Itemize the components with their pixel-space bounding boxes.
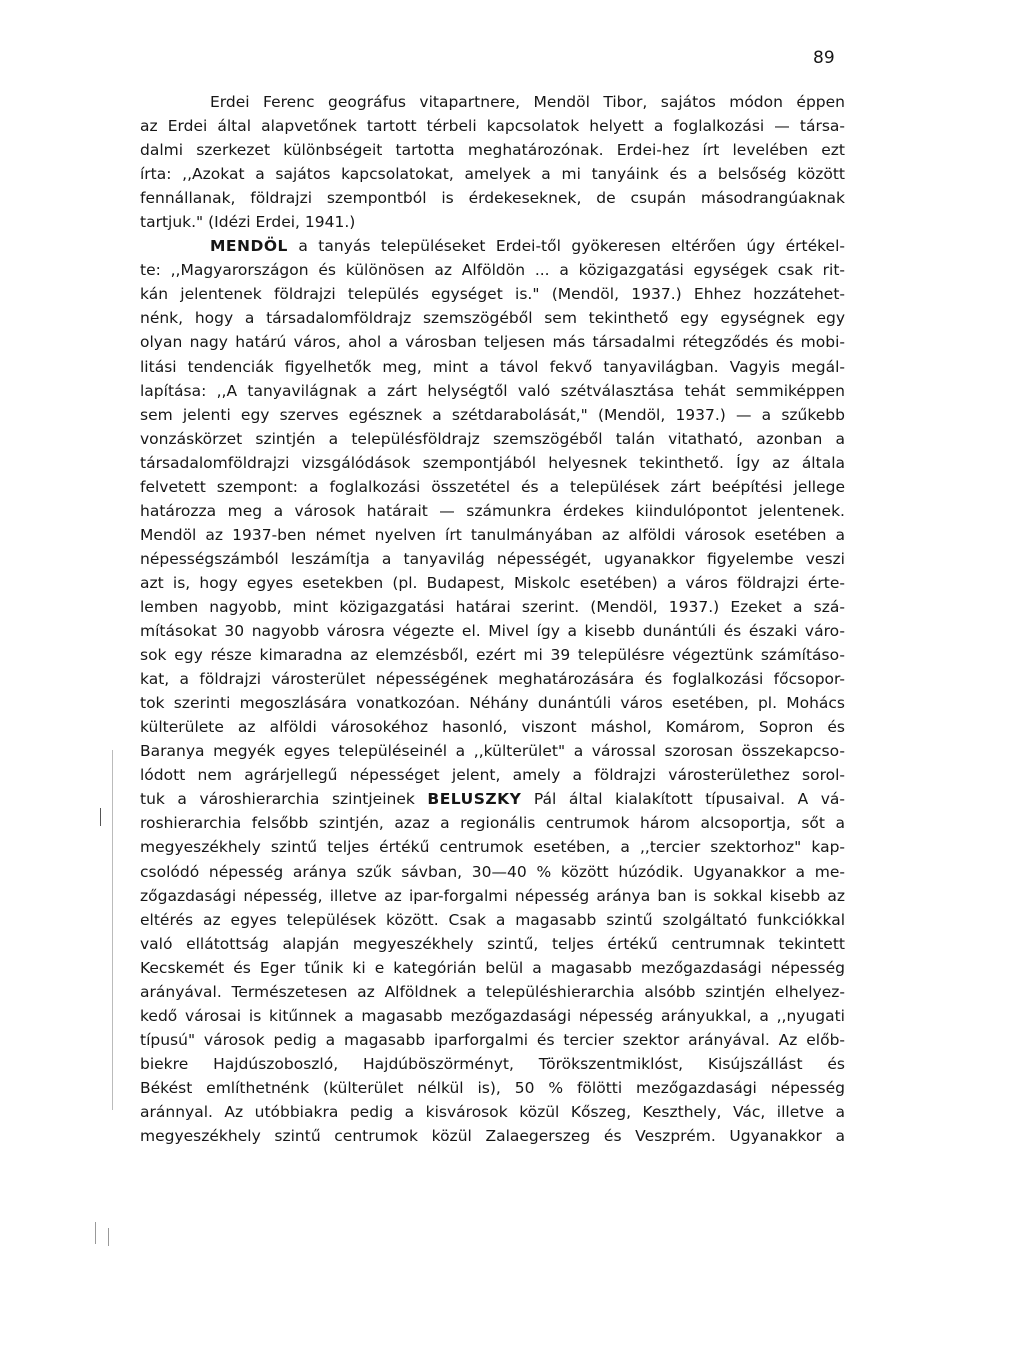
- text-line: Békést említhetnénk (külterület nélkül is), 50 % fölötti mezőgazdasági népesség: [140, 1078, 845, 1097]
- text-line: olyan nagy határú város, ahol a városban teljesen más társadalmi rétegződés és mobi-: [140, 333, 845, 352]
- text-line: litási tendenciák figyelhetők meg, mint a távol fekvő tanyavilágban. Vagyis megál-: [140, 357, 845, 376]
- text-line: külterülete az alföldi városokéhoz hasonló, viszont máshol, Komárom, Sopron és: [140, 718, 845, 737]
- text-line: felvetett szempont: a foglalkozási összetétel és a települések zárt beépítési jellege: [140, 477, 845, 496]
- text-line: lemben nagyobb, mint közigazgatási határai szerint. (Mendöl, 1937.) Ezeket a szá-: [140, 597, 845, 616]
- text-line: tartjuk." (Idézi Erdei, 1941.): [140, 213, 356, 232]
- author-name-beluszky: BELUSZKY: [427, 790, 522, 809]
- text-line: megyeszékhely szintű centrumok közül Zalaegerszeg és Veszprém. Ugyanakkor a: [140, 1127, 845, 1146]
- text-line: írta: ,,Azokat a sajátos kapcsolatokat, amelyek a mi tanyáink és a belsőség között: [140, 165, 845, 184]
- text-line: Erdei Ferenc geográfus vitapartnere, Mendöl Tibor, sajátos módon éppen: [210, 93, 845, 111]
- margin-line: [95, 1222, 96, 1244]
- text-line: népességszámból leszámítja a tanyavilág népességét, ugyanakkor figyelembe veszi: [140, 549, 845, 568]
- text-line: tok szerinti megoszlására vonatkozóan. Néhány dunántúli város esetében, pl. Mohács: [140, 694, 845, 713]
- text-line: Baranya megyék egyes településeinél a ,,külterület" a várossal szorosan összekapcso-: [140, 742, 845, 761]
- text-fragment: Pál által kialakított típusaival. A vá-: [521, 790, 845, 809]
- page-number: 89: [813, 48, 835, 68]
- text-line: az Erdei által alapvetőnek tartott térbeli kapcsolatok helyett a foglalkozási — társa-: [140, 117, 845, 136]
- text-line: megyeszékhely szintű teljes értékű centrumok esetében, a ,,tercier szektorhoz" kap-: [140, 838, 845, 857]
- text-line: mításokat 30 nagyobb városra végezte el. Mivel így a kisebb dunántúli és északi váro-: [140, 622, 845, 641]
- text-fragment: tuk a városhierarchia szintjeinek: [140, 790, 428, 809]
- text-line: biekre Hajdúszoboszló, Hajdúböszörményt, Törökszentmiklóst, Kisújszállást és: [140, 1054, 845, 1073]
- text-line: [140, 787, 845, 811]
- text-line: arányával. Természetesen az Alföldnek a településhierarchia alsóbb szintjén elhelyez-: [140, 982, 845, 1001]
- text-line: nénk, hogy a társadalomföldrajz szemszögéből sem tekinthető egy egységnek egy: [140, 309, 845, 328]
- margin-line: [112, 750, 113, 1110]
- text-line: határozza meg a városok határait — számunkra érdekes kiindulópontot jelentenek.: [140, 501, 845, 520]
- text-line: vonzáskörzet szintjén a településföldrajz szemszögéből talán vitatható, azonban a: [140, 429, 845, 448]
- text-line: való ellátottság alapján megyeszékhely szintű, teljes értékű centrumnak tekintett: [140, 934, 845, 953]
- text-line: zőgazdasági népesség, illetve az ipar-forgalmi népesség aránya ban is sokkal kisebb az: [140, 886, 845, 905]
- text-fragment: a tanyás településeket Erdei-től gyökeresen eltérően úgy értékel-: [287, 237, 845, 256]
- text-line: sem jelenti egy szerves egésznek a szétdarabolását," (Mendöl, 1937.) — a szűkebb: [140, 405, 845, 424]
- text-line: sok egy része kimaradna az elemzésből, ezért mi 39 településre végeztünk számításo-: [140, 646, 845, 665]
- text-line: azt is, hogy egyes esetekben (pl. Budapest, Miskolc esetében) a város földrajzi érte-: [140, 573, 845, 592]
- author-name-mendol: MENDÖL: [210, 237, 288, 256]
- text-line: lódott nem agrárjellegű népességet jelent, amely a földrajzi városterülethez sorol-: [140, 766, 845, 785]
- text-line: roshierarchia felsőbb szintjén, azaz a regionális centrumok három alcsoportja, sőt a: [140, 814, 845, 833]
- text-line: fennállanak, földrajzi szempontból is érdekeseknek, de csupán másodrangúaknak: [140, 189, 845, 208]
- text-line: kat, a földrajzi városterület népességének meghatározására és foglalkozási főcsopor-: [140, 670, 845, 689]
- text-line: dalmi szerkezet különbségeit tartotta meghatározónak. Erdei-hez írt levelében ezt: [140, 141, 845, 160]
- text-line: társadalomföldrajzi vizsgálódások szempontjából helyesnek tekinthető. Így az általa: [140, 453, 845, 472]
- text-line: lapítása: ,,A tanyavilágnak a zárt helységtől való szétválasztása tehát semmiképpen: [140, 381, 845, 400]
- text-line: Kecskemét és Eger tűnik ki e kategórián belül a magasabb mezőgazdasági népesség: [140, 958, 845, 977]
- text-line: te: ,,Magyarországon és különösen az Alföldön ... a közigazgatási egységek csak rit-: [140, 261, 845, 280]
- body-text: [140, 90, 845, 1148]
- text-line: Mendöl az 1937-ben német nyelven írt tanulmányában az alföldi városok esetében a: [140, 525, 845, 544]
- text-line: kán jelentenek földrajzi település egységet is." (Mendöl, 1937.) Ehhez hozzátehet-: [140, 285, 845, 304]
- text-line: eltérés az egyes települések között. Csak a magasabb szintű szolgáltató funkciókkal: [140, 910, 845, 929]
- text-line: [140, 234, 845, 258]
- margin-line: [100, 808, 101, 826]
- margin-line: [108, 1228, 109, 1246]
- text-line: típusú" városok pedig a magasabb iparforgalmi és tercier szektor arányával. Az előb-: [140, 1030, 845, 1049]
- text-line: kedő városai is kitűnnek a magasabb mezőgazdasági népesség arányukkal, a ,,nyugati: [140, 1006, 845, 1025]
- text-line: aránnyal. Az utóbbiakra pedig a kisvárosok közül Kőszeg, Keszthely, Vác, illetve a: [140, 1102, 845, 1121]
- text-line: csolódó népesség aránya szűk sávban, 30—40 % között húzódik. Ugyanakkor a me-: [140, 862, 845, 881]
